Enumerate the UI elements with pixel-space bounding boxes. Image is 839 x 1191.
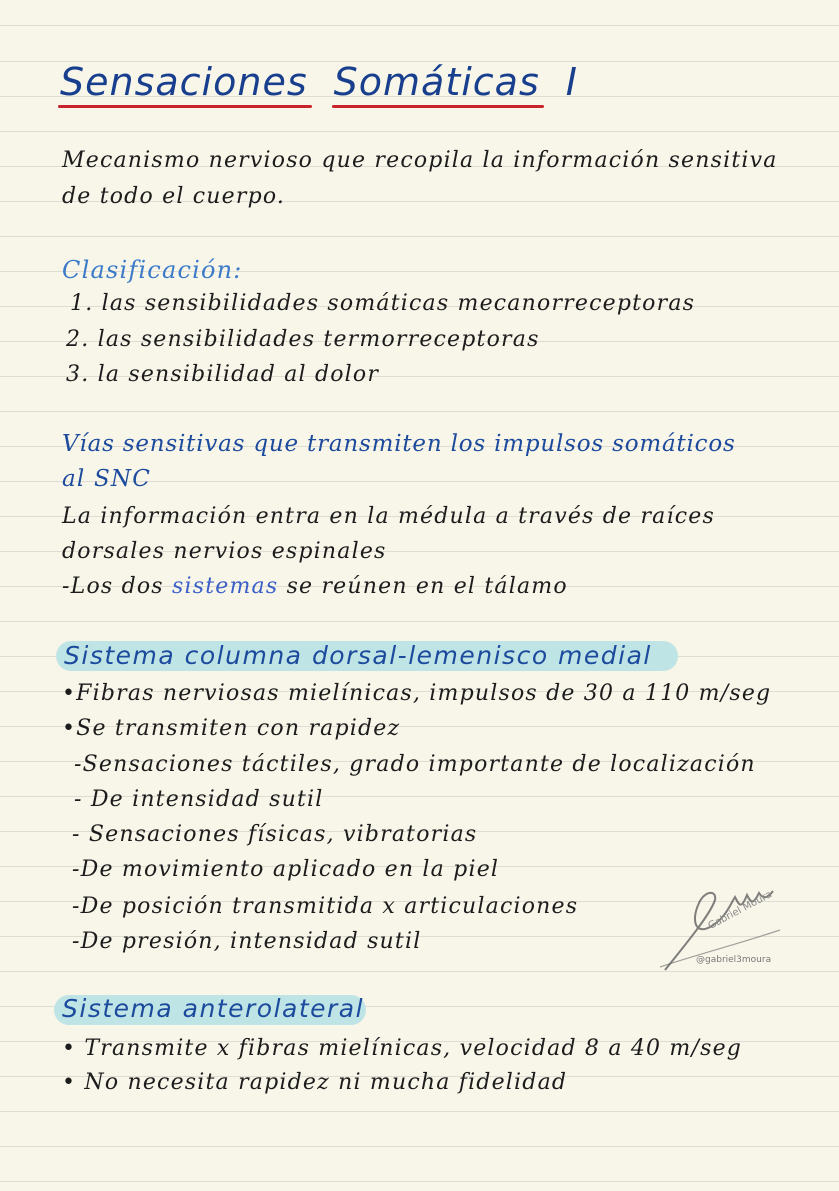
dorsal-subitem-6: -De presión, intensidad sutil	[72, 929, 422, 954]
classification-heading: Clasificación:	[62, 256, 243, 284]
pathways-heading-line-1: Vías sensitivas que transmiten los impulsos somáticos	[62, 431, 736, 457]
intro-line-2: de todo el cuerpo.	[62, 184, 286, 209]
pathways-line-3	[62, 574, 568, 599]
dorsal-subitem-1: -Sensaciones táctiles, grado importante de localización	[74, 752, 756, 777]
pathways-line-2: dorsales nervios espinales	[62, 539, 387, 564]
dorsal-subitem-3: - Sensaciones físicas, vibratorias	[72, 822, 478, 847]
dorsal-heading: Sistema columna dorsal-lemenisco medial	[64, 641, 652, 670]
anterolateral-heading: Sistema anterolateral	[62, 994, 365, 1023]
intro-line-1: Mecanismo nervioso que recopila la información sensitiva	[62, 148, 778, 173]
dorsal-subitem-2: - De intensidad sutil	[74, 787, 324, 812]
title-word-somaticas: Somáticas	[333, 60, 540, 104]
anterolateral-bullet-2: • No necesita rapidez ni mucha fidelidad	[62, 1070, 568, 1095]
classification-item-3: 3. la sensibilidad al dolor	[66, 362, 380, 387]
page-title	[60, 60, 604, 104]
dorsal-subitem-5: -De posición transmitida x articulaciones	[72, 894, 579, 919]
dorsal-bullet-2: •Se transmiten con rapidez	[62, 716, 401, 741]
dorsal-subitem-4: -De movimiento aplicado en la piel	[72, 857, 500, 882]
title-numeral: I	[565, 60, 578, 104]
watermark-name: Gabriel Moura	[706, 889, 775, 932]
title-word-sensaciones: Sensaciones	[60, 60, 308, 104]
anterolateral-bullet-1: • Transmite x fibras mielínicas, velocidad 8 a 40 m/seg	[62, 1036, 743, 1061]
pathways-line-3-prefix: -Los dos	[62, 574, 164, 599]
pathways-heading-line-2: al SNC	[62, 466, 152, 492]
classification-item-1: 1. las sensibilidades somáticas mecanorreceptoras	[70, 291, 696, 316]
pathways-line-3-highlight: sistemas	[172, 574, 279, 599]
pathways-line-1: La información entra en la médula a través de raíces	[62, 504, 715, 529]
classification-item-2: 2. las sensibilidades termorreceptoras	[66, 327, 540, 352]
dorsal-bullet-1: •Fibras nerviosas mielínicas, impulsos de 30 a 110 m/seg	[62, 681, 772, 706]
pathways-line-3-suffix: se reúnen en el tálamo	[286, 574, 568, 599]
watermark-handle: @gabriel3moura	[696, 955, 772, 965]
